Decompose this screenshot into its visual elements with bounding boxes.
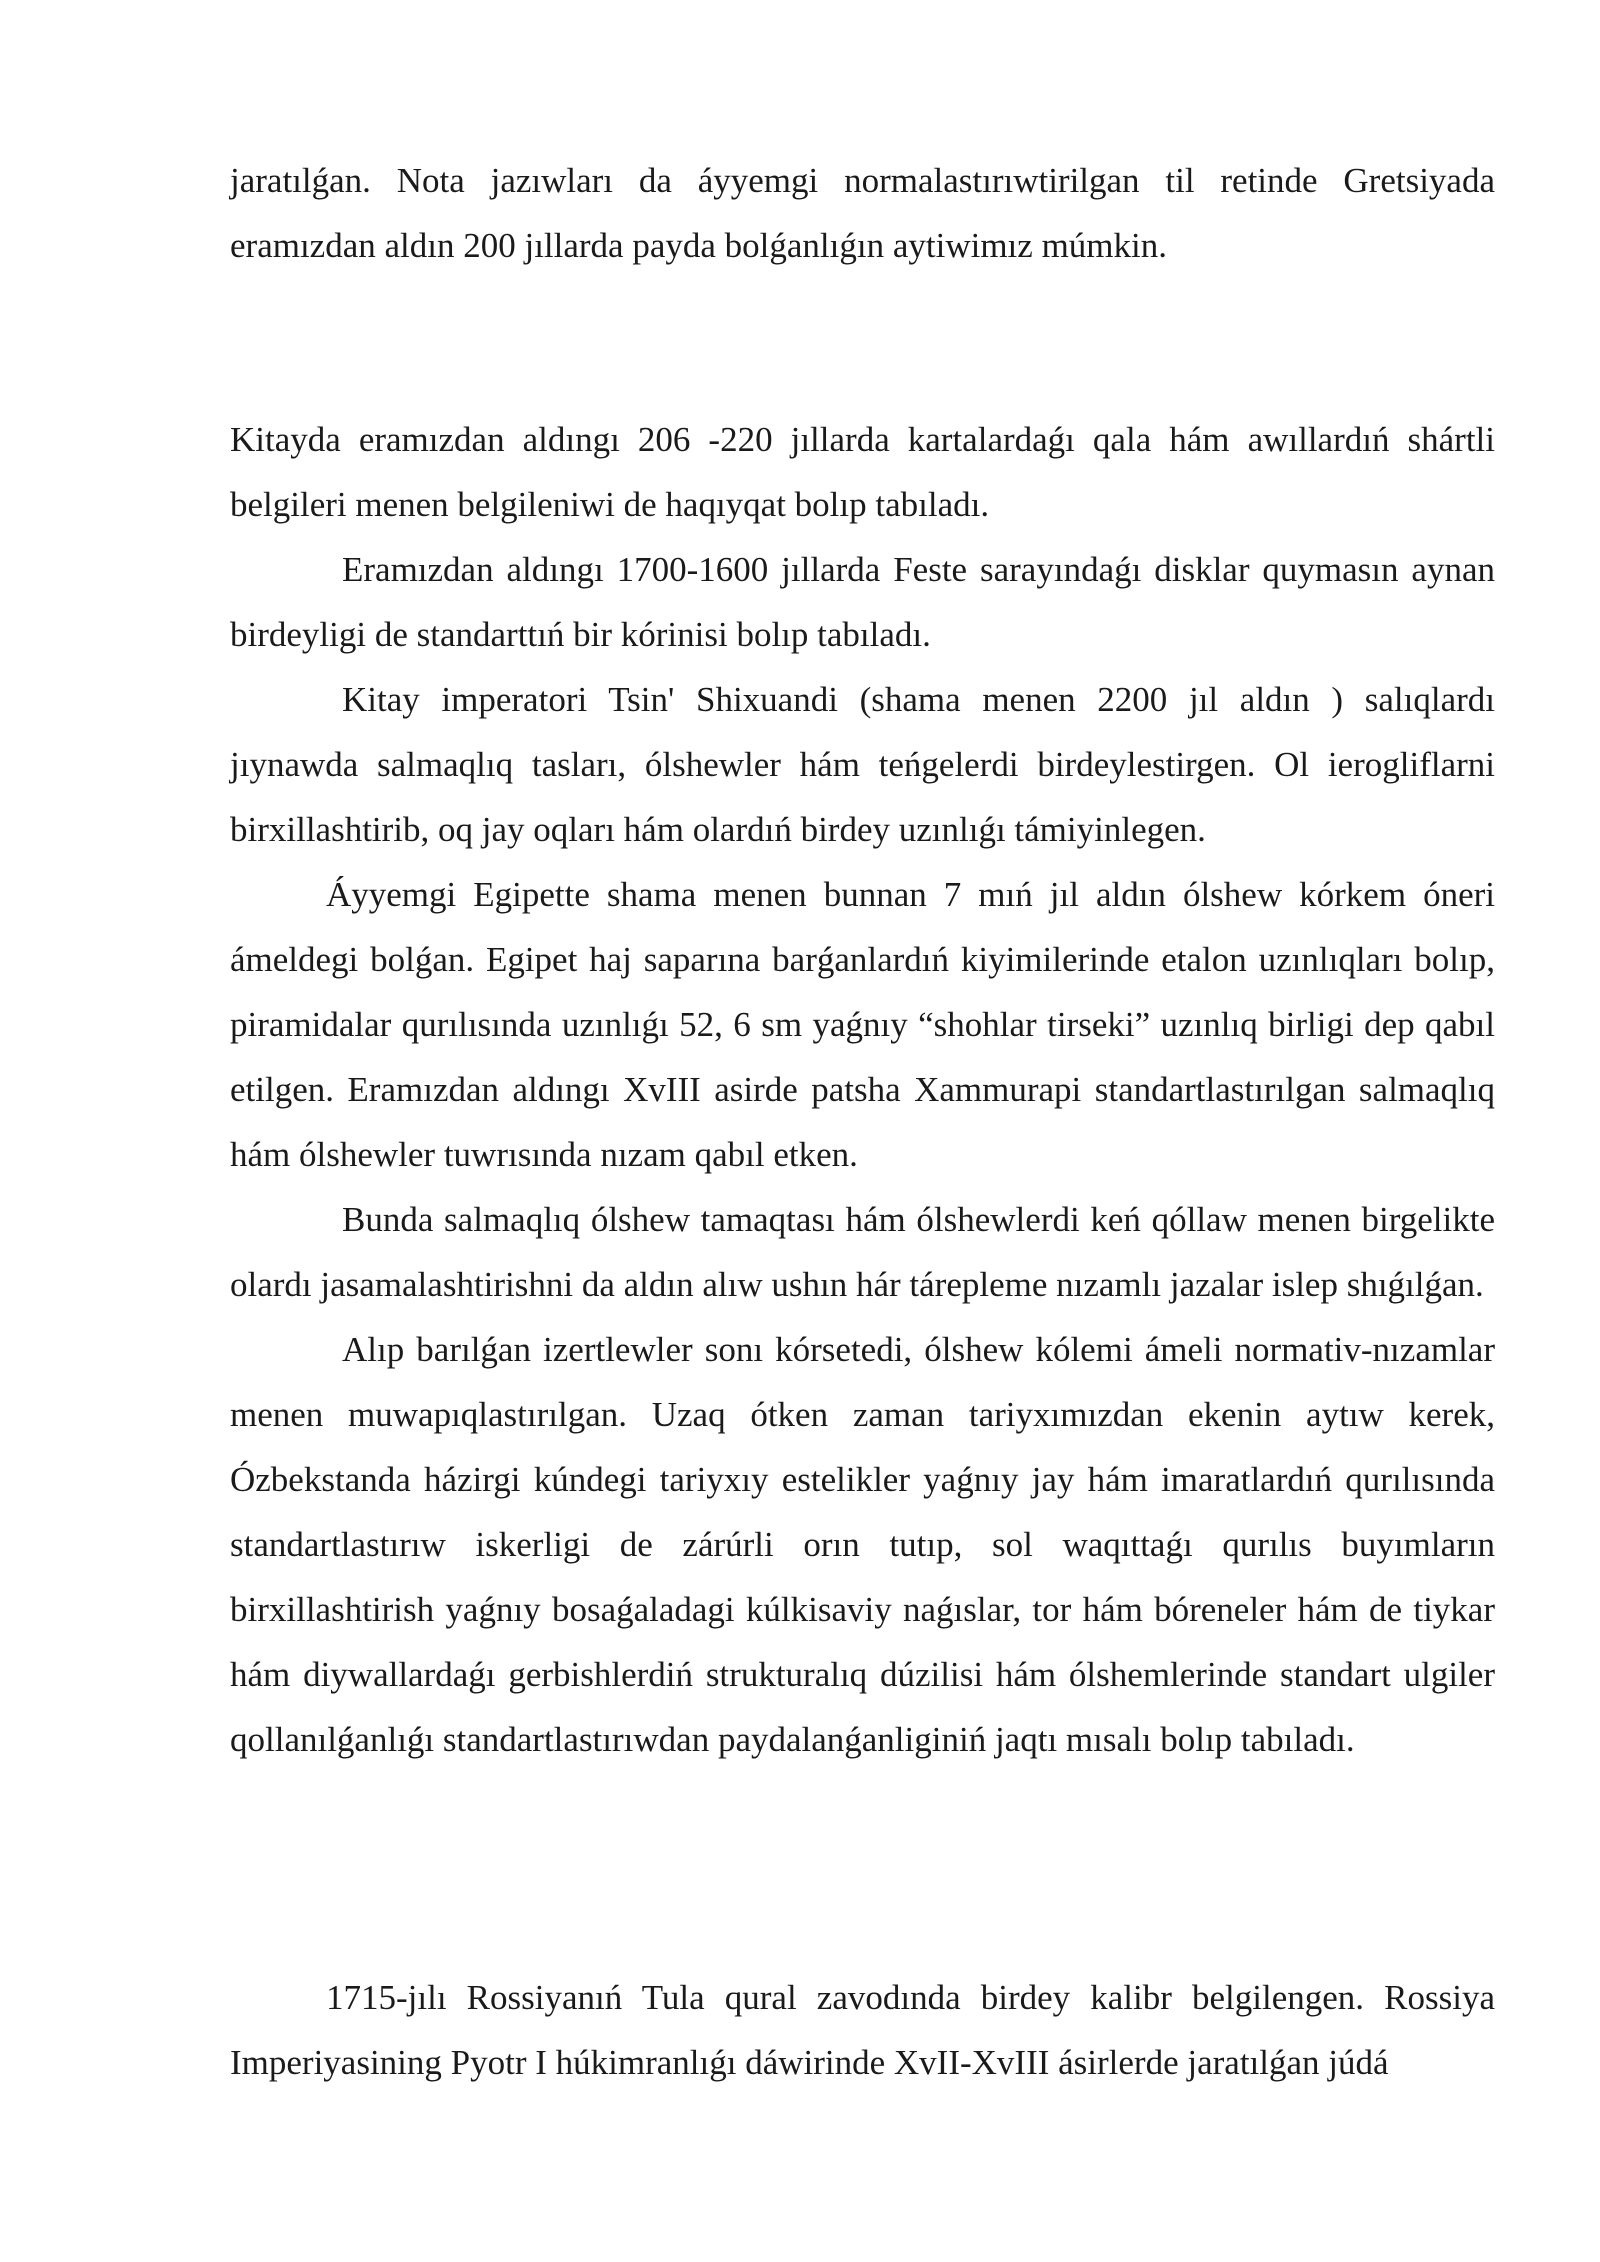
paragraph-bunda: Bunda salmaqlıq ólshew tamaqtası hám ólshewlerdi keń qóllaw menen birgelikte olardı jasamalashtirishni da aldın alıw ushın hár tárepleme nızamlı jazalar islep shıǵılǵan. [230,1200,1495,1304]
paragraph-izertlewler: Alıp barılǵan izertlewler sonı kórsetedi, ólshew kólemi ámeli normativ-nızamlar menen muwapıqlastırılgan. Uzaq ótken zaman tariyxımızdan ekenin aytıw kerek, Ózbekstanda házirgi kúndegi tariyxıy estelikler yaǵnıy jay hám imaratlardıń qurılısında standartlastırıw iskerligi de zárúrli orın tutıp, sol waqıttaǵı qurılıs buyımların birxillashtirish yaǵnıy bosaǵaladagi kúlkisaviy naǵıslar, tor hám bóreneler hám de tiykar hám diywallardaǵı gerbishlerdiń strukturalıq dúzilisi hám ólshemlerinde standart ulgiler qollanılǵanlıǵı standartlastırıwdan paydalanǵanliginiń jaqtı mısalı bolıp tabıladı. [230,1330,1495,1759]
paragraph-feste: Eramızdan aldıngı 1700-1600 jıllarda Feste sarayındaǵı disklar quymasın aynan birdeyligi de standarttıń bir kórinisi bolıp tabıladı. [230,550,1495,654]
paragraph-tsin-shixuandi: Kitay imperatori Tsin' Shixuandi (shama menen 2200 jıl aldın ) salıqlardı jıynawda salmaqlıq tasları, ólshewler hám teńgelerdi birdeylestirgen. Ol ierogliflarni birxillashtirib, oq jay oqları hám olardıń birdey uzınlıǵı támiyinlegen. [230,680,1495,849]
paragraph-kitay-kartalar: Kitayda eramızdan aldıngı 206 -220 jıllarda kartalardaǵı qala hám awıllardıń shártli belgileri menen belgileniwi de haqıyqat bolıp tabıladı. [230,420,1495,524]
text-block-intro [230,148,1495,278]
text-block-main [230,407,1495,1772]
paragraph-egipet: Áyyemgi Egipette shama menen bunnan 7 mıń jıl aldın ólshew kórkem óneri ámeldegi bolǵan. Egipet haj saparına barǵanlardıń kiyimilerinde etalon uzınlıqları bolıp, piramidalar qurılısında uzınlıǵı 52, 6 sm yaǵnıy “shohlar tirseki” uzınlıq birligi dep qabıl etilgen. Eramızdan aldıngı XvIII asirde patsha Xammurapi standartlastırılgan salmaqlıq hám ólshewler tuwrısında nızam qabıl etken. [230,875,1495,1174]
paragraph-rossiya: 1715-jılı Rossiyanıń Tula qural zavodında birdey kalibr belgilengen. Rossiya Imperiyasining Pyotr I húkimranlıǵı dáwirinde XvII-XvIII ásirlerde jaratılǵan júdá [230,1978,1495,2082]
paragraph-nota: jaratılǵan. Nota jazıwları da áyyemgi normalastırıwtirilgan til retinde Gretsiyada eramızdan aldın 200 jıllarda payda bolǵanlıǵın aytiwimız múmkin. [230,161,1495,265]
text-block-rossiya [230,1965,1495,2095]
